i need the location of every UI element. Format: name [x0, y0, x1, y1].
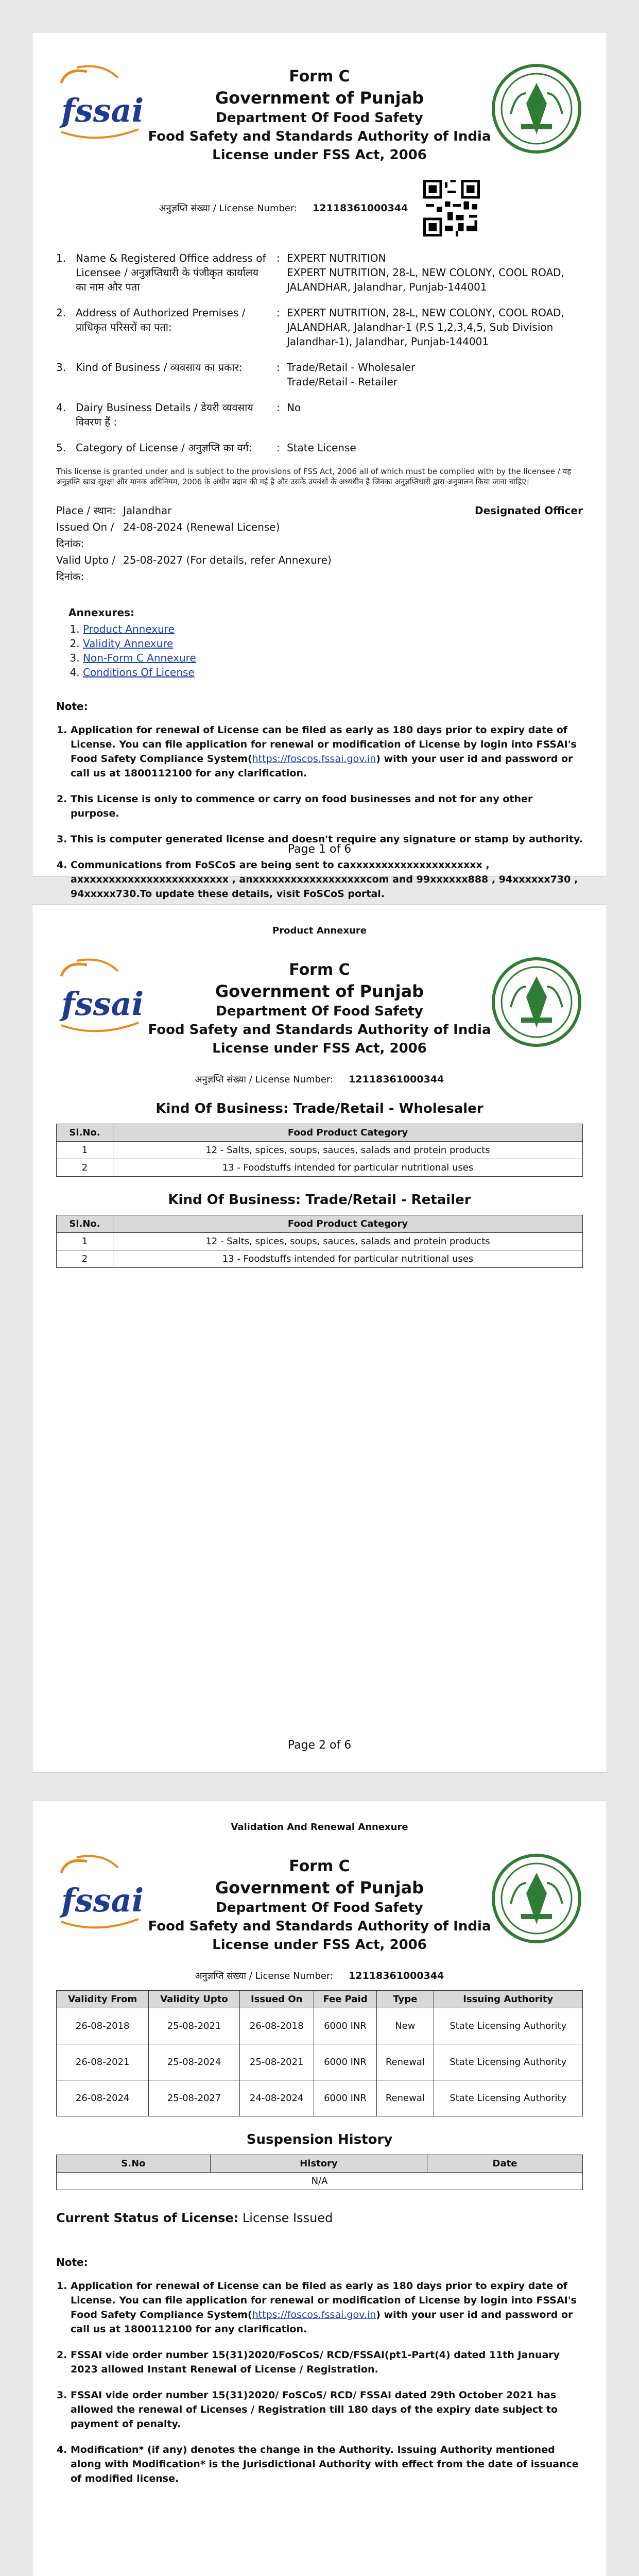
note-item	[71, 858, 583, 901]
product-annexure-page	[32, 904, 607, 1773]
license-number: 12118361000344	[349, 1074, 444, 1085]
validity-cell: 26-08-2024	[57, 2080, 149, 2116]
note-text: Application for renewal of License can be filed as early as 180 days prior to expiry date of License. You can file application for renewal or modification of License by login into FSSAI's Food Safety Compliance System(	[71, 2280, 577, 2320]
validity-col-header: Type	[377, 1991, 434, 2008]
authority-title: Food Safety and Standards Authority of India	[148, 1919, 491, 1934]
field-value: EXPERT NUTRITION EXPERT NUTRITION, 28-L, NEW COLONY, COOL ROAD, JALANDHAR, Jalandhar, Punjab-144001	[287, 252, 564, 293]
table-row	[57, 1142, 583, 1159]
validity-cell: 25-08-2024	[149, 2044, 239, 2080]
table-row	[57, 1159, 583, 1177]
note-item	[71, 723, 583, 781]
validity-cell: New	[377, 2008, 434, 2044]
field-value: No	[287, 401, 301, 414]
place-label: Place / स्थान:	[56, 504, 116, 517]
kind-of-business-title: Kind Of Business: Trade/Retail - Wholesaler	[156, 1101, 483, 1116]
note-text: Communications from FoSCoS are being sent to caxxxxxxxxxxxxxxxxxxxxx , axxxxxxxxxxxxxxxxxxxxxxxx , anxxxxxxxxxxxxxxxxxxcom and 99xxxxxx888 , 94xxxxxx730 , 94xxxxx730.To update these details, visit FoSCoS portal.	[71, 859, 578, 900]
field-number: 5.	[56, 442, 66, 454]
validity-cell: 25-08-2027	[149, 2080, 239, 2116]
place-value: Jalandhar	[123, 504, 172, 517]
cell-category: 12 - Salts, spices, soups, sauces, salads and protein products	[113, 1142, 583, 1159]
cell-sl-no: 2	[57, 1250, 113, 1268]
cell-category: 12 - Salts, spices, soups, sauces, salads and protein products	[113, 1233, 583, 1250]
license-fields	[56, 251, 583, 455]
license-grant-note: This license is granted under and is subject to the provisions of FSS Act, 2006 all of which must be complied with by the licensee / यह अनुज्ञप्ति खाद्य सुरक्षा और मानक अधिनियम, 2006 के अधीन प्रदान की गई है और उसके उपबंधों के अध्यधीन है जिनका अनुज्ञप्तिधारी द्वारा अनुपालन किया जाना चाहिए।	[56, 467, 572, 486]
validity-col-header: Validity From	[57, 1991, 149, 2008]
place-block	[56, 502, 583, 585]
annexure-heading: Validation And Renewal Annexure	[231, 1822, 408, 1833]
note-item	[71, 2279, 583, 2336]
validity-cell: 24-08-2024	[239, 2080, 314, 2116]
note-tail: ) with your user id and password or call us at 1800112100 for any clarification.	[71, 753, 573, 779]
field-colon: :	[277, 307, 280, 319]
form-title: Form C	[289, 961, 350, 979]
validity-cell: 6000 INR	[314, 2044, 376, 2080]
cell-category: 13 - Foodstuffs intended for particular nutritional uses	[113, 1250, 583, 1268]
svg-text:fssai: fssai	[61, 985, 144, 1023]
field-number: 4.	[56, 401, 66, 414]
note-item	[71, 792, 583, 821]
col-sl-no: Sl.No.	[57, 1124, 113, 1142]
annexure-link-conditions[interactable]: Conditions Of License	[83, 666, 195, 679]
col-sl-no: Sl.No.	[57, 1215, 113, 1233]
license-number-line	[56, 180, 583, 236]
page-number: Page 1 of 6	[287, 843, 352, 856]
note-item	[71, 2443, 583, 2486]
fssai-logo-icon	[56, 1852, 144, 1940]
license-status	[56, 2211, 583, 2225]
license-field	[56, 400, 583, 429]
field-value: State License	[287, 442, 356, 454]
license-field	[56, 306, 583, 349]
field-number: 1.	[56, 252, 66, 264]
validity-cell: Renewal	[377, 2044, 434, 2080]
issued-value: 24-08-2024 (Renewal License)	[123, 521, 280, 533]
license-number: 12118361000344	[313, 202, 408, 214]
field-label: Dairy Business Details / डेयरी व्यवसाय विवरण हैं :	[76, 401, 253, 428]
cell-sl-no: 1	[57, 1142, 113, 1159]
status-label: Current Status of License:	[56, 2211, 239, 2225]
note-title: Note:	[56, 2256, 88, 2268]
field-colon: :	[277, 401, 280, 414]
department-title: Department Of Food Safety	[216, 1004, 423, 1019]
note-tail: ) with your user id and password or call us at 1800112100 for any clarification.	[71, 2309, 573, 2335]
validity-cell: State Licensing Authority	[434, 2008, 582, 2044]
kind-of-business-title: Kind Of Business: Trade/Retail - Retailer	[168, 1192, 471, 1208]
annexures-title: Annexures:	[68, 606, 134, 619]
validity-cell: 26-08-2018	[57, 2008, 149, 2044]
annexure-link-product[interactable]: Product Annexure	[83, 623, 175, 635]
field-number: 3.	[56, 361, 66, 374]
page-number: Page 2 of 6	[287, 1739, 352, 1752]
field-number: 2.	[56, 307, 66, 319]
note-text: Modification* (if any) denotes the change in the Authority. Issuing Authority mentioned along with Modification* is the Jurisdictional Authority with effect from the date of issuance of modified license.	[71, 2444, 579, 2484]
note-title: Note:	[56, 700, 88, 713]
validity-cell: Renewal	[377, 2080, 434, 2116]
note-text: FSSAI vide order number 15(31)2020/ FoSCoS/ RCD/ FSSAI dated 29th October 2021 has allowed the renewal of Licenses / Registration till 180 days of the expiry date subject to payment of penalty.	[71, 2389, 558, 2430]
note-text: FSSAI vide order number 15(31)2020/FoSCoS/ RCD/FSSAI(pt1-Part(4) dated 11th January 2023 allowed Instant Renewal of License / Registration.	[71, 2349, 560, 2375]
note-text: This is computer generated license and doesn't require any signature or stamp by authority.	[71, 834, 583, 845]
punjab-emblem-icon	[490, 1852, 583, 1945]
license-number-label: अनुज्ञप्ति संख्या / License Number:	[195, 1971, 334, 1981]
field-label: Address of Authorized Premises / प्राधिकृत परिसरों का पता:	[76, 307, 246, 333]
license-page-1	[32, 32, 607, 900]
annexures-list	[68, 605, 583, 680]
annexure-link-non-form-c[interactable]: Non-Form C Annexure	[83, 652, 196, 664]
foscos-link[interactable]: https://foscos.fssai.gov.in	[252, 753, 376, 765]
validity-table	[56, 1990, 583, 2116]
form-title: Form C	[289, 67, 350, 86]
validity-col-header: Issued On	[239, 1991, 314, 2008]
license-field	[56, 360, 583, 389]
license-header	[56, 53, 583, 176]
valid-value: 25-08-2027 (For details, refer Annexure)	[123, 554, 332, 566]
fssai-logo-icon	[56, 956, 144, 1043]
fssai-logo-icon	[56, 62, 144, 150]
cell-category: 13 - Foodstuffs intended for particular nutritional uses	[113, 1159, 583, 1177]
table-row	[57, 2044, 583, 2080]
field-colon: :	[277, 442, 280, 454]
field-colon: :	[277, 252, 280, 264]
cell-sl-no: 2	[57, 1159, 113, 1177]
annexure-heading: Product Annexure	[272, 925, 367, 936]
license-number-line	[56, 1073, 583, 1086]
validity-cell: State Licensing Authority	[434, 2044, 582, 2080]
annexure-link-validity[interactable]: Validity Annexure	[83, 637, 174, 650]
act-title: License under FSS Act, 2006	[212, 1041, 427, 1056]
svg-text:fssai: fssai	[61, 92, 144, 129]
field-value: EXPERT NUTRITION, 28-L, NEW COLONY, COOL ROAD, JALANDHAR, Jalandhar-1 (P.S 1,2,3,4,5, Sub Division Jalandhar-1), Jalandhar, Punjab-144001	[287, 307, 564, 348]
notes-list	[71, 723, 583, 901]
license-number-label: अनुज्ञप्ति संख्या / License Number:	[195, 1074, 334, 1085]
validity-annexure-page	[32, 1801, 607, 2576]
issued-label: Issued On / दिनांक:	[56, 521, 114, 550]
act-title: License under FSS Act, 2006	[212, 1937, 427, 1953]
status-value: License Issued	[242, 2211, 333, 2225]
authority-title: Food Safety and Standards Authority of India	[148, 129, 491, 144]
license-number: 12118361000344	[349, 1970, 444, 1981]
validity-cell: 25-08-2021	[149, 2008, 239, 2044]
validity-cell: 25-08-2021	[239, 2044, 314, 2080]
suspension-title: Suspension History	[246, 2132, 393, 2147]
government-title: Government of Punjab	[215, 981, 424, 1001]
field-label: Name & Registered Office address of Licensee / अनुज्ञप्तिधारी के पंजीकृत कार्यालय का नाम और पता	[76, 252, 266, 293]
field-value: Trade/Retail - Wholesaler Trade/Retail - Retailer	[287, 361, 416, 388]
note-text: This License is only to commence or carry on food businesses and not for any other purpose.	[71, 793, 533, 819]
license-header	[56, 946, 583, 1069]
department-title: Department Of Food Safety	[216, 1900, 423, 1916]
government-title: Government of Punjab	[215, 88, 424, 108]
validity-col-header: Issuing Authority	[434, 1991, 582, 2008]
government-title: Government of Punjab	[215, 1878, 424, 1897]
product-category-table	[56, 1124, 583, 1177]
note-item	[71, 2348, 583, 2377]
suspension-col-history: History	[210, 2155, 427, 2173]
col-food-category: Food Product Category	[113, 1215, 583, 1233]
cell-sl-no: 1	[57, 1233, 113, 1250]
validity-cell: 6000 INR	[314, 2080, 376, 2116]
foscos-link[interactable]: https://foscos.fssai.gov.in	[252, 2309, 376, 2320]
punjab-emblem-icon	[490, 62, 583, 155]
table-row	[57, 2008, 583, 2044]
product-category-table	[56, 1215, 583, 1268]
validity-col-header: Validity Upto	[149, 1991, 239, 2008]
qr-code-icon	[423, 180, 480, 236]
table-row	[57, 1233, 583, 1250]
designated-officer: Designated Officer	[475, 504, 583, 517]
department-title: Department Of Food Safety	[216, 110, 423, 126]
suspension-col-date: Date	[427, 2155, 583, 2173]
license-number-label: अनुज्ञप्ति संख्या / License Number:	[159, 203, 298, 214]
table-row	[57, 2080, 583, 2116]
punjab-emblem-icon	[490, 956, 583, 1048]
license-header	[56, 1843, 583, 1965]
col-food-category: Food Product Category	[113, 1124, 583, 1142]
field-label: Kind of Business / व्यवसाय का प्रकार:	[76, 361, 243, 374]
valid-label: Valid Upto / दिनांक:	[56, 554, 116, 583]
validity-cell: State Licensing Authority	[434, 2080, 582, 2116]
suspension-col-sno: S.No	[57, 2155, 211, 2173]
license-field	[56, 251, 583, 294]
suspension-empty: N/A	[57, 2173, 583, 2190]
license-number-line	[56, 1970, 583, 1982]
note-text: Application for renewal of License can be filed as early as 180 days prior to expiry date of License. You can file application for renewal or modification of License by login into FSSAI's Food Safety Compliance System(	[71, 724, 577, 765]
notes-list	[71, 2279, 583, 2486]
validity-cell: 6000 INR	[314, 2008, 376, 2044]
validity-cell: 26-08-2018	[239, 2008, 314, 2044]
validity-cell: 26-08-2021	[57, 2044, 149, 2080]
authority-title: Food Safety and Standards Authority of India	[148, 1022, 491, 1038]
svg-text:fssai: fssai	[61, 1882, 144, 1919]
validity-col-header: Fee Paid	[314, 1991, 376, 2008]
field-colon: :	[277, 361, 280, 374]
suspension-table	[56, 2155, 583, 2190]
table-row	[57, 1250, 583, 1268]
form-title: Form C	[289, 1857, 350, 1875]
field-label: Category of License / अनुज्ञप्ति का वर्ग:	[76, 442, 252, 454]
license-field	[56, 440, 583, 455]
note-item	[71, 2388, 583, 2431]
act-title: License under FSS Act, 2006	[212, 147, 427, 163]
